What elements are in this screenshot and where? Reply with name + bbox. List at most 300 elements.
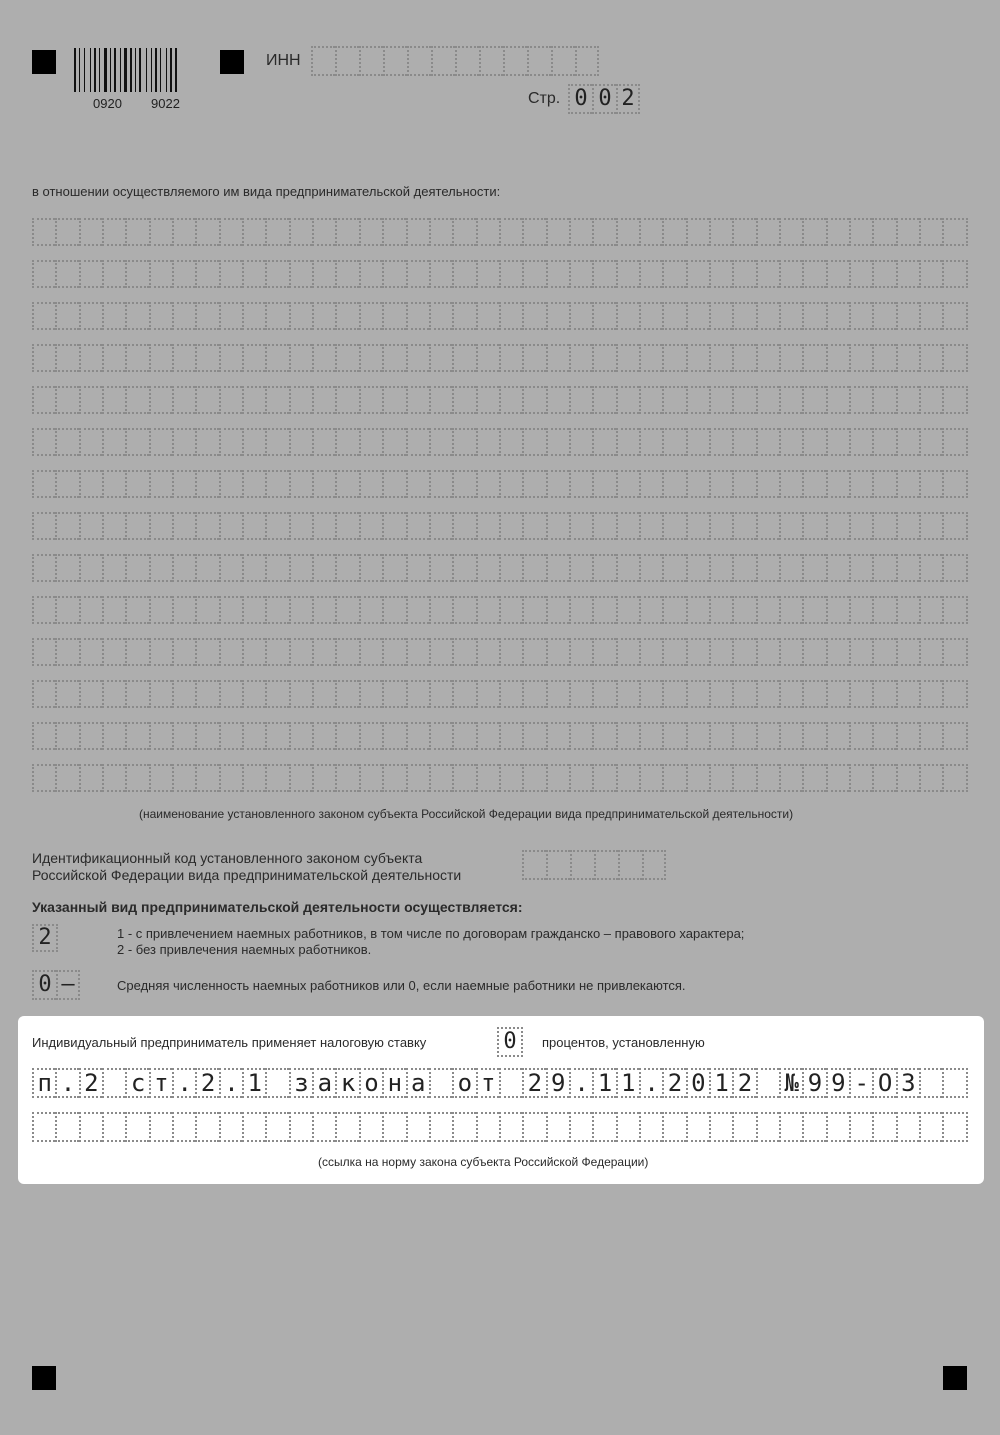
law-line-1-cell: . <box>172 1068 195 1098</box>
activity-cell <box>312 722 335 750</box>
activity-cell <box>335 596 358 624</box>
activity-cell <box>896 722 919 750</box>
activity-cell <box>79 218 102 246</box>
law-line-2-cell <box>149 1112 172 1142</box>
activity-cell <box>359 722 382 750</box>
activity-cell <box>406 470 429 498</box>
law-line-2-cell <box>265 1112 288 1142</box>
activity-cell <box>452 638 475 666</box>
activity-cell <box>616 722 639 750</box>
law-line-2-cell <box>312 1112 335 1142</box>
law-line-1-cell: - <box>849 1068 872 1098</box>
inn-cell <box>455 46 479 76</box>
law-line-2-cell <box>219 1112 242 1142</box>
activity-cell <box>335 722 358 750</box>
activity-cell <box>289 344 312 372</box>
law-line-2-cell <box>79 1112 102 1142</box>
law-line-2-cell <box>125 1112 148 1142</box>
law-line-2-cell <box>942 1112 967 1142</box>
activity-cell <box>826 386 849 414</box>
activity-cell <box>639 386 662 414</box>
activity-cell <box>219 596 242 624</box>
activity-cell <box>335 680 358 708</box>
activity-cell <box>686 260 709 288</box>
law-reference-caption: (ссылка на норму закона субъекта Российской Федерации) <box>318 1155 649 1169</box>
tax-rate-field[interactable] <box>497 1027 523 1057</box>
activity-code-field[interactable] <box>522 850 666 880</box>
barcode-bar <box>79 48 80 92</box>
activity-cell <box>382 386 405 414</box>
activity-cell <box>709 638 732 666</box>
activity-cell <box>312 512 335 540</box>
activity-cell <box>289 470 312 498</box>
activity-cell <box>802 302 825 330</box>
barcode-bar <box>114 48 116 92</box>
law-line-1-cell: З <box>896 1068 919 1098</box>
activity-cell <box>592 680 615 708</box>
activity-cell <box>312 638 335 666</box>
law-line-2-cell <box>242 1112 265 1142</box>
activity-grid-row[interactable] <box>32 554 968 582</box>
activity-cell <box>546 512 569 540</box>
activity-cell <box>756 764 779 792</box>
activity-cell <box>195 764 218 792</box>
employment-option-2: 2 - без привлечения наемных работников. <box>117 942 372 957</box>
activity-cell <box>172 260 195 288</box>
activity-cell <box>265 344 288 372</box>
activity-cell <box>896 428 919 456</box>
headcount-field[interactable] <box>32 970 80 1000</box>
activity-cell <box>242 218 265 246</box>
activity-cell <box>546 260 569 288</box>
activity-cell <box>686 386 709 414</box>
law-line-1-cell: н <box>382 1068 405 1098</box>
law-line-1-cell <box>756 1068 779 1098</box>
activity-cell <box>896 512 919 540</box>
activity-cell <box>79 764 102 792</box>
inn-cell <box>551 46 575 76</box>
activity-cell <box>686 470 709 498</box>
law-line-2-cell <box>172 1112 195 1142</box>
activity-cell <box>522 554 545 582</box>
activity-cell <box>195 470 218 498</box>
barcode-bar <box>120 48 121 92</box>
activity-cell <box>382 470 405 498</box>
activity-cell <box>125 722 148 750</box>
activity-cell <box>802 764 825 792</box>
activity-cell <box>382 344 405 372</box>
activity-grid-row[interactable] <box>32 302 968 330</box>
activity-cell <box>499 428 522 456</box>
activity-cell <box>172 596 195 624</box>
law-line-1-cell: с <box>125 1068 148 1098</box>
activity-cell <box>452 512 475 540</box>
law-line-2-cell <box>616 1112 639 1142</box>
law-line-1-cell: . <box>639 1068 662 1098</box>
activity-cell <box>32 764 55 792</box>
activity-cell <box>382 218 405 246</box>
activity-cell <box>32 722 55 750</box>
activity-cell <box>592 554 615 582</box>
law-line-2-cell <box>476 1112 499 1142</box>
activity-cell <box>802 680 825 708</box>
code-cell <box>618 850 642 880</box>
activity-cell <box>756 218 779 246</box>
activity-cell <box>406 512 429 540</box>
activity-cell <box>149 344 172 372</box>
activity-cell <box>732 680 755 708</box>
activity-cell <box>686 554 709 582</box>
inn-field[interactable] <box>311 46 599 76</box>
activity-cell <box>849 554 872 582</box>
activity-cell <box>476 260 499 288</box>
activity-grid-row[interactable] <box>32 680 968 708</box>
law-line-1-cell: п <box>32 1068 55 1098</box>
activity-cell <box>709 554 732 582</box>
activity-cell <box>265 512 288 540</box>
activity-cell <box>102 680 125 708</box>
law-reference-line-2[interactable] <box>32 1112 968 1142</box>
law-line-1-cell: т <box>476 1068 499 1098</box>
activity-cell <box>219 638 242 666</box>
activity-cell <box>546 596 569 624</box>
activity-cell <box>242 302 265 330</box>
activity-cell <box>382 428 405 456</box>
activity-cell <box>32 470 55 498</box>
activity-cell <box>32 386 55 414</box>
law-line-1-cell: О <box>872 1068 895 1098</box>
activity-cell <box>849 680 872 708</box>
activity-cell <box>406 302 429 330</box>
activity-cell <box>102 302 125 330</box>
activity-cell <box>826 596 849 624</box>
activity-cell <box>172 764 195 792</box>
law-line-2-cell <box>499 1112 522 1142</box>
activity-cell <box>872 764 895 792</box>
activity-cell <box>639 344 662 372</box>
activity-cell <box>522 218 545 246</box>
activity-cell <box>639 680 662 708</box>
activity-cell <box>802 470 825 498</box>
activity-cell <box>452 722 475 750</box>
activity-cell <box>476 344 499 372</box>
activity-cell <box>79 638 102 666</box>
activity-cell <box>919 218 942 246</box>
activity-cell <box>826 512 849 540</box>
law-line-1-cell <box>942 1068 967 1098</box>
activity-cell <box>406 638 429 666</box>
activity-cell <box>476 470 499 498</box>
activity-cell <box>686 428 709 456</box>
activity-cell <box>195 386 218 414</box>
activity-cell <box>872 428 895 456</box>
activity-cell <box>79 596 102 624</box>
activity-cell <box>919 344 942 372</box>
activity-cell <box>896 260 919 288</box>
activity-cell <box>872 470 895 498</box>
activity-grid-row[interactable] <box>32 596 968 624</box>
activity-cell <box>522 512 545 540</box>
page-number-field[interactable] <box>568 84 640 114</box>
activity-cell <box>406 596 429 624</box>
activity-cell <box>452 470 475 498</box>
activity-cell <box>32 428 55 456</box>
activity-cell <box>546 470 569 498</box>
activity-cell <box>942 554 967 582</box>
inn-cell <box>311 46 335 76</box>
law-line-2-cell <box>32 1112 55 1142</box>
inn-cell <box>431 46 455 76</box>
activity-grid-row[interactable] <box>32 386 968 414</box>
law-reference-line-1[interactable] <box>32 1068 968 1098</box>
code-label-line2: Российской Федерации вида предпринимательской деятельности <box>32 867 462 883</box>
activity-grid-row[interactable] <box>32 512 968 540</box>
activity-cell <box>102 512 125 540</box>
law-line-2-cell <box>779 1112 802 1142</box>
activity-cell <box>335 428 358 456</box>
activity-cell <box>452 260 475 288</box>
law-line-1-cell: о <box>452 1068 475 1098</box>
activity-cell <box>616 302 639 330</box>
activity-cell <box>849 596 872 624</box>
rate-label-before: Индивидуальный предприниматель применяет налоговую ставку <box>32 1035 427 1050</box>
activity-cell <box>32 638 55 666</box>
activity-cell <box>569 554 592 582</box>
activity-cell <box>732 554 755 582</box>
activity-cell <box>382 764 405 792</box>
activity-cell <box>569 512 592 540</box>
activity-cell <box>335 638 358 666</box>
activity-cell <box>662 386 685 414</box>
activity-cell <box>359 680 382 708</box>
activity-cell <box>499 470 522 498</box>
activity-cell <box>195 260 218 288</box>
activity-cell <box>312 680 335 708</box>
activity-cell <box>639 260 662 288</box>
activity-cell <box>896 596 919 624</box>
activity-cell <box>779 722 802 750</box>
activity-cell <box>172 344 195 372</box>
activity-grid-row[interactable] <box>32 638 968 666</box>
law-line-1-cell: 9 <box>546 1068 569 1098</box>
activity-cell <box>312 344 335 372</box>
activity-grid-row[interactable] <box>32 218 968 246</box>
activity-cell <box>55 764 78 792</box>
activity-cell <box>919 302 942 330</box>
activity-cell <box>616 554 639 582</box>
activity-cell <box>686 512 709 540</box>
activity-cell <box>125 470 148 498</box>
activity-cell <box>265 470 288 498</box>
activity-cell <box>662 512 685 540</box>
activity-cell <box>312 260 335 288</box>
activity-grid-row[interactable] <box>32 764 968 792</box>
activity-cell <box>476 596 499 624</box>
activity-cell <box>359 764 382 792</box>
activity-cell <box>172 386 195 414</box>
barcode-bar <box>160 48 161 92</box>
activity-cell <box>289 302 312 330</box>
activity-cell <box>476 302 499 330</box>
activity-cell <box>499 596 522 624</box>
activity-cell <box>125 596 148 624</box>
activity-cell <box>335 764 358 792</box>
activity-cell <box>312 302 335 330</box>
activity-cell <box>756 512 779 540</box>
activity-cell <box>919 470 942 498</box>
activity-cell <box>219 470 242 498</box>
law-line-1-cell: а <box>312 1068 335 1098</box>
activity-cell <box>335 470 358 498</box>
inn-cell <box>479 46 503 76</box>
activity-cell <box>919 596 942 624</box>
activity-cell <box>219 512 242 540</box>
law-line-2-cell <box>662 1112 685 1142</box>
activity-cell <box>125 764 148 792</box>
activity-cell <box>802 260 825 288</box>
barcode-bar <box>135 48 136 92</box>
barcode-bar <box>166 48 167 92</box>
inn-cell <box>335 46 359 76</box>
law-line-2-cell <box>452 1112 475 1142</box>
activity-cell <box>32 554 55 582</box>
activity-cell <box>406 680 429 708</box>
activity-cell <box>195 680 218 708</box>
activity-cell <box>872 260 895 288</box>
headcount-digit-1: 0 <box>32 970 56 1000</box>
activity-cell <box>872 722 895 750</box>
activity-cell <box>756 470 779 498</box>
activity-cell <box>779 512 802 540</box>
activity-cell <box>779 428 802 456</box>
activity-cell <box>849 344 872 372</box>
activity-cell <box>826 344 849 372</box>
activity-cell <box>546 638 569 666</box>
activity-grid-row[interactable] <box>32 722 968 750</box>
activity-cell <box>55 428 78 456</box>
activity-cell <box>102 470 125 498</box>
activity-cell <box>686 722 709 750</box>
activity-cell <box>289 218 312 246</box>
activity-cell <box>592 512 615 540</box>
activity-cell <box>289 638 312 666</box>
activity-cell <box>662 302 685 330</box>
activity-cell <box>265 596 288 624</box>
activity-cell <box>406 428 429 456</box>
activity-cell <box>406 764 429 792</box>
activity-cell <box>616 638 639 666</box>
activity-cell <box>942 218 967 246</box>
law-line-1-cell: з <box>289 1068 312 1098</box>
activity-cell <box>779 638 802 666</box>
activity-cell <box>732 386 755 414</box>
activity-cell <box>872 638 895 666</box>
activity-cell <box>242 764 265 792</box>
activity-cell <box>289 680 312 708</box>
activity-cell <box>195 638 218 666</box>
activity-cell <box>756 302 779 330</box>
law-line-1-cell <box>919 1068 942 1098</box>
registration-marker-top-left <box>32 50 56 74</box>
activity-grid-row[interactable] <box>32 260 968 288</box>
activity-cell <box>546 218 569 246</box>
activity-cell <box>406 554 429 582</box>
activity-cell <box>756 386 779 414</box>
activity-cell <box>79 554 102 582</box>
activity-cell <box>429 428 452 456</box>
activity-cell <box>779 470 802 498</box>
law-line-1-cell: . <box>219 1068 242 1098</box>
activity-cell <box>546 554 569 582</box>
activity-cell <box>522 764 545 792</box>
activity-cell <box>499 554 522 582</box>
activity-cell <box>265 260 288 288</box>
activity-cell <box>32 260 55 288</box>
activity-cell <box>522 344 545 372</box>
activity-cell <box>125 302 148 330</box>
activity-cell <box>802 218 825 246</box>
activity-cell <box>499 680 522 708</box>
law-line-1-cell: 1 <box>709 1068 732 1098</box>
activity-cell <box>312 596 335 624</box>
activity-cell <box>709 680 732 708</box>
activity-cell <box>289 512 312 540</box>
activity-cell <box>896 680 919 708</box>
activity-cell <box>616 428 639 456</box>
activity-cell <box>172 428 195 456</box>
activity-cell <box>546 386 569 414</box>
activity-cell <box>802 554 825 582</box>
activity-cell <box>312 470 335 498</box>
activity-cell <box>125 554 148 582</box>
activity-cell <box>732 428 755 456</box>
activity-cell <box>242 260 265 288</box>
activity-cell <box>662 470 685 498</box>
activity-cell <box>802 386 825 414</box>
activity-cell <box>896 302 919 330</box>
activity-cell <box>335 344 358 372</box>
employment-option-1: 1 - с привлечением наемных работников, в том числе по договорам гражданско – правового характера; <box>117 926 745 941</box>
activity-cell <box>382 596 405 624</box>
code-cell <box>522 850 546 880</box>
activity-cell <box>942 638 967 666</box>
barcode <box>74 48 200 100</box>
activity-grid-row[interactable] <box>32 470 968 498</box>
activity-cell <box>569 470 592 498</box>
activity-grid-row[interactable] <box>32 344 968 372</box>
activity-cell <box>849 722 872 750</box>
activity-cell <box>569 722 592 750</box>
barcode-number-right: 9022 <box>151 96 180 111</box>
activity-cell <box>616 260 639 288</box>
activity-cell <box>919 554 942 582</box>
employment-field[interactable] <box>32 924 58 952</box>
activity-cell <box>406 386 429 414</box>
activity-cell <box>102 764 125 792</box>
law-line-1-cell: 0 <box>686 1068 709 1098</box>
activity-cell <box>335 512 358 540</box>
activity-cell <box>522 428 545 456</box>
activity-cell <box>686 680 709 708</box>
activity-cell <box>919 764 942 792</box>
activity-cell <box>709 302 732 330</box>
barcode-bar <box>74 48 76 92</box>
headcount-digit-2: – <box>56 970 80 1000</box>
activity-cell <box>732 638 755 666</box>
activity-cell <box>429 470 452 498</box>
law-line-2-cell <box>546 1112 569 1142</box>
activity-grid-row[interactable] <box>32 428 968 456</box>
